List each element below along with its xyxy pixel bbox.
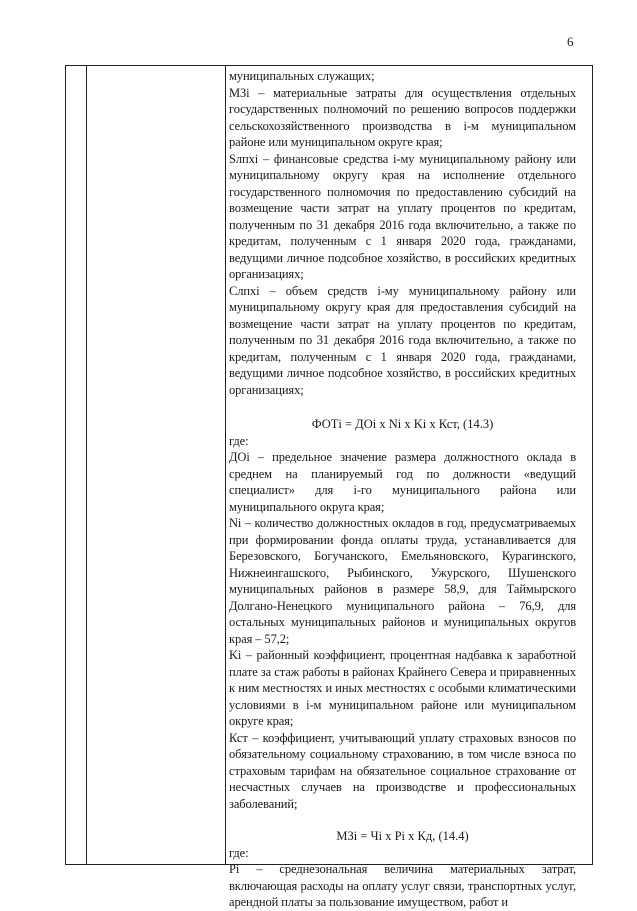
paragraph: Кст – коэффициент, учитывающий уплату страховых взносов по обязательному социальному страхованию, в том числе взноса по страховым тарифам на обязательное социальное страхование от несчастных случаев на производстве и профессиональных заболеваний;	[229, 730, 576, 811]
paragraph: МЗi – материальные затраты для осуществления отдельных государственных полномочий по решению вопросов поддержки сельскохозяйственного производства в i-м муниципальном районе или муниципальном округе края;	[229, 85, 576, 149]
paragraph: Ki – районный коэффициент, процентная надбавка к заработной плате за стаж работы в районах Крайнего Севера и приравненных к ним местностях и иных местностях с особыми климатическими условиями в i-м муниципальном районе или муниципальном округе края;	[229, 648, 576, 728]
paragraph: Cлпхi – объем средств i-му муниципальному району или муниципальному округу края для предоставления субсидий на возмещение части затрат на уплату процентов по кредитам, полученным по 31 декабря 2016 года включительно, а также по кредитам, полученным с 1 января 2020 года, гражданами, ведущими личное подсобное хозяйство, в российских кредитных организациях;	[229, 283, 576, 397]
spacer	[229, 812, 576, 828]
table-cell-text	[229, 68, 576, 911]
where-label: где:	[229, 845, 249, 860]
column-divider	[86, 66, 87, 864]
column-divider	[225, 66, 226, 864]
where-label: где:	[229, 433, 249, 448]
document-table	[65, 65, 593, 909]
paragraph: Ni – количество должностных окладов в год, предусматриваемых при формировании фонда оплаты труда, устанавливается для Березовского, Богучанского, Емельяновского, Курагинского, Нижнеингашского, Рыбинского, Ужурского, Шушенского муниципальных районов в размере 58,9, для Таймырского Долгано-Ненецкого муниципального района – 76,9, для остальных муниципальных районов и муниципальных округов края – 57,2;	[229, 516, 576, 646]
paragraph: ДОi – предельное значение размера должностного оклада в среднем на планируемый год по должности «ведущий специалист» для i-го муниципального района или муниципального округа края;	[229, 450, 576, 514]
page-number: 6	[567, 34, 574, 49]
paragraph: Pi – среднезональная величина материальных затрат, включающая расходы на оплату услуг связи, транспортных услуг, арендной платы за пользование имуществом, работ и	[229, 862, 576, 909]
spacer	[229, 398, 576, 416]
formula: МЗi = Чi x Pi x Кд, (14.4)	[336, 829, 469, 843]
paragraph: Sлпхi – финансовые средства i-му муниципальному району или муниципальному округу края на исполнение отдельного государственного полномочия по предоставлению субсидий на возмещение части затрат на уплату процентов по кредитам, полученным по 31 декабря 2016 года включительно, а также по кредитам, полученным с 1 января 2020 года, гражданами, ведущими личное подсобное хозяйство, в российских кредитных организациях;	[229, 151, 576, 281]
paragraph: муниципальных служащих;	[229, 69, 375, 83]
formula: ФОТi = ДОi x Ni x Ki x Кст, (14.3)	[311, 417, 494, 431]
